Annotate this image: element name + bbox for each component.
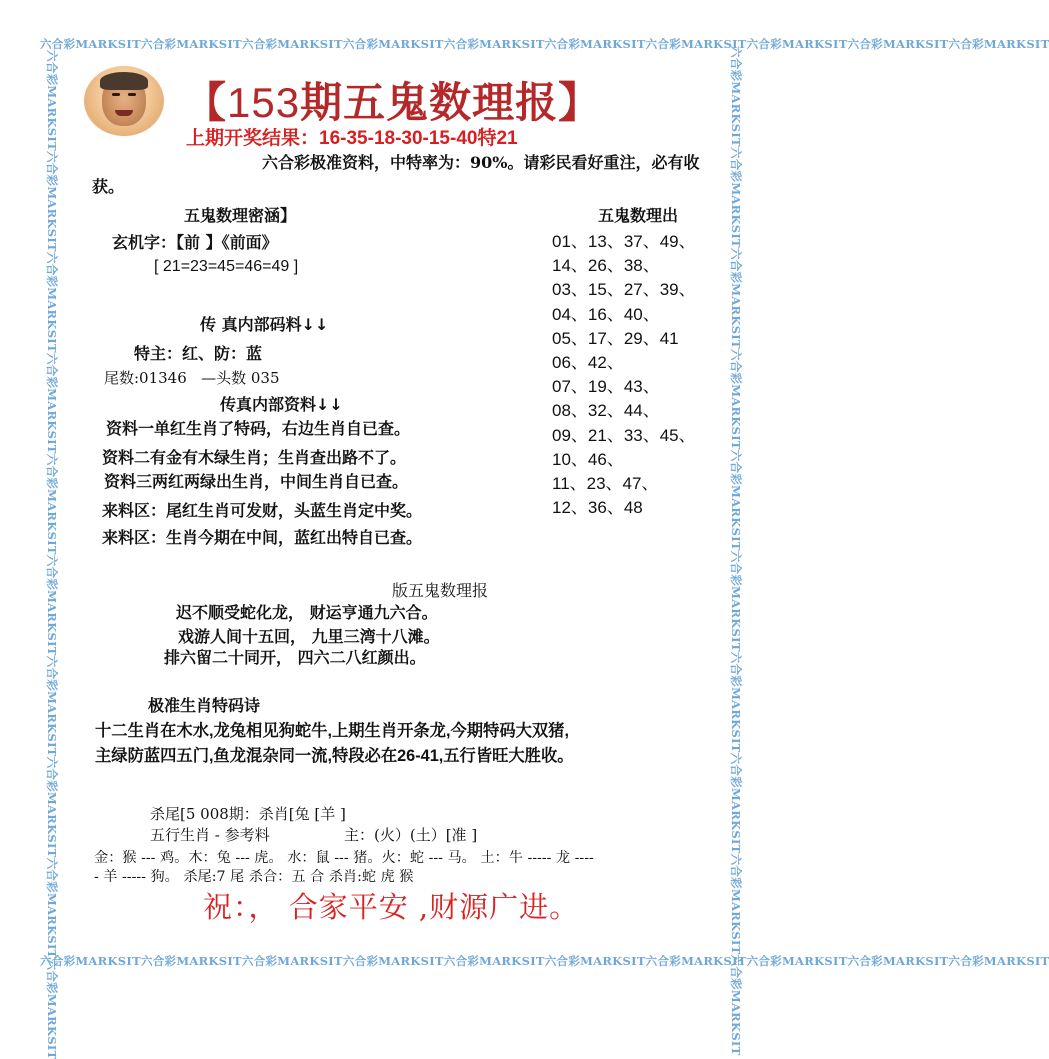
version-line-1: 迟不顺受蛇化龙， 财运亨通九六合。 — [176, 603, 438, 622]
special-line: 特主：红、防：蓝 — [134, 344, 263, 363]
down-arrows-icon: ↓↓ — [301, 315, 329, 334]
title-bracket-close: 】 — [558, 78, 602, 127]
fax-heading-2-text: 传真内部资料 — [220, 395, 317, 414]
version-line-3: 排六留二十同开， 四六二八红颜出。 — [164, 648, 426, 667]
zodiac-heading: 极准生肖特码诗 — [148, 698, 261, 715]
zodiac-line-1: 十二生肖在木水,龙兔相见狗蛇牛,上期生肖开条龙,今期特码大双猪, — [95, 722, 569, 740]
number-row: 10、46、 — [552, 449, 624, 469]
element-line-2: - 羊 ----- 狗。 杀尾:7 尾 杀合：五 合 杀肖:蛇 虎 猴 — [94, 869, 414, 885]
xuanji-label: 玄机字：【前 】《前面》 — [112, 233, 278, 252]
fax-heading-1-text: 传 真内部码料 — [200, 315, 302, 334]
watermark-top: 六合彩MARKSIT六合彩MARKSIT六合彩MARKSIT六合彩MARKSIT六合彩MARKSIT六合彩MARKSIT六合彩MARKSIT六合彩MARKSIT六合彩MARKSIT六合彩MARKSIT — [40, 37, 1049, 51]
page-title — [184, 70, 601, 130]
data-item-text: 两红两绿出生肖，中间生肖自已查。 — [152, 472, 409, 491]
data-item-text: 尾红生肖可发财，头蓝生肖定中奖。 — [166, 501, 423, 520]
number-row: 12、36、48 — [552, 498, 643, 518]
data-item-text: 生肖今期在中间，蓝红出特自已查。 — [166, 528, 423, 547]
formula: [ 21=23=45=46=49 ] — [154, 258, 299, 275]
data-item-2 — [102, 445, 406, 468]
title-bracket-open: 【 — [184, 78, 228, 127]
intro-line-2: 获。 — [92, 177, 125, 196]
intro-line-1: 六合彩极准资料，中特率为：90%。请彩民看好重注，必有收 — [262, 153, 700, 172]
left-heading: 五鬼数理密涵】 — [184, 206, 297, 225]
fax-heading-2 — [220, 392, 343, 415]
data-item-label: 资料二 — [102, 448, 151, 467]
wuxing-label: 五行生肖 - 参考料 — [150, 826, 270, 844]
data-item-text: 单红生肖了特码，右边生肖自已查。 — [154, 419, 411, 438]
last-result-label: 上期开奖结果： — [186, 128, 320, 149]
last-result-numbers: 16-35-18-30-15-40特21 — [319, 128, 518, 149]
number-row: 14、26、38、 — [552, 256, 660, 276]
data-item-4 — [102, 498, 422, 521]
fax-heading-1 — [200, 312, 328, 335]
number-row: 08、32、44、 — [552, 401, 660, 421]
title-text: 期五鬼数理报 — [300, 78, 559, 127]
issue-number: 153 — [227, 79, 301, 126]
watermark-bottom: 六合彩MARKSIT六合彩MARKSIT六合彩MARKSIT六合彩MARKSIT六合彩MARKSIT六合彩MARKSIT六合彩MARKSIT六合彩MARKSIT六合彩MARKSIT六合彩MARKSIT — [40, 954, 1049, 968]
number-row: 04、16、40、 — [552, 304, 660, 324]
number-row: 01、13、37、49、 — [552, 232, 696, 251]
number-row: 06、42、 — [552, 353, 624, 373]
data-item-1 — [106, 416, 410, 439]
version-heading: 版五鬼数理报 — [392, 583, 489, 600]
data-item-label: 来料区： — [102, 528, 167, 547]
avatar — [84, 66, 164, 136]
data-item-label: 资料一 — [106, 419, 155, 438]
number-row: 03、15、27、39、 — [552, 280, 696, 300]
head-label: —头数 035 — [201, 369, 280, 387]
data-item-label: 资料三 — [104, 472, 153, 491]
down-arrows-icon: ↓↓ — [316, 395, 343, 414]
data-item-5 — [102, 525, 422, 548]
zodiac-line-2: 主绿防蓝四五门,鱼龙混杂同一流,特段必在26-41,五行皆旺大胜收。 — [95, 747, 574, 765]
number-row: 09、21、33、45、 — [552, 425, 696, 445]
watermark-left: 六合彩MARKSIT六合彩MARKSIT六合彩MARKSIT六合彩MARKSIT六合彩MARKSIT六合彩MARKSIT六合彩MARKSIT六合彩MARKSIT六合彩MARKSIT六合彩MARKSIT — [45, 50, 59, 1059]
number-row: 11、23、47、 — [552, 474, 659, 494]
number-row: 07、19、43、 — [552, 377, 660, 397]
number-list — [552, 230, 696, 520]
last-result — [186, 123, 518, 150]
right-heading: 五鬼数理出 — [598, 206, 679, 225]
watermark-right: 六合彩MARKSIT六合彩MARKSIT六合彩MARKSIT六合彩MARKSIT六合彩MARKSIT六合彩MARKSIT六合彩MARKSIT六合彩MARKSIT六合彩MARKSIT六合彩MARKSIT — [729, 46, 743, 1056]
tail-head-line — [104, 367, 280, 388]
data-item-3 — [104, 469, 408, 492]
kill-line: 杀尾[5 008期：杀肖[兔 [羊 ] — [150, 805, 346, 823]
element-line-1: 金：猴 --- 鸡。木：兔 --- 虎。 水：鼠 --- 猪。火：蛇 --- 马。 土：牛 ----- 龙 ---- — [94, 850, 594, 866]
tail-label: 尾数:01346 — [104, 369, 187, 387]
zhu-line: 主：(火）(土）[准 ] — [344, 826, 478, 844]
number-row: 05、17、29、41 — [552, 328, 679, 348]
data-item-text: 有金有木绿生肖；生肖查出路不了。 — [150, 448, 407, 467]
data-item-label: 来料区： — [102, 501, 167, 520]
footer-blessing: 祝：， 合家平安 ,财源广进。 — [203, 890, 580, 924]
version-line-2: 戏游人间十五回， 九里三湾十八滩。 — [178, 627, 440, 646]
